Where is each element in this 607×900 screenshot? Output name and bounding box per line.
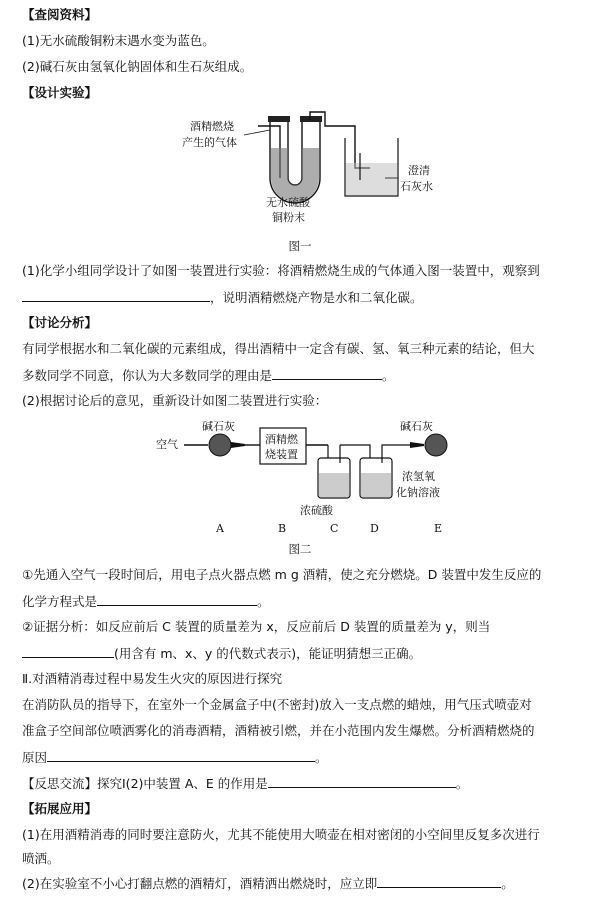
fig1-gas-label-2: 产生的气体 [182,136,237,149]
fig2-naoh-label-2: 化钠溶液 [396,486,440,499]
fig1-lime-label-2: 石灰水 [400,180,433,193]
figure-1-caption: 图一 [288,239,312,253]
question-1-line-2 [22,288,592,307]
part-2-line-3 [22,748,592,767]
figure-1-apparatus [170,108,440,233]
section-design: 【设计实验】 [22,85,98,100]
discuss-line-2-text: 多数同学不同意，你认为大多数同学的理由是 [22,368,273,383]
fig2-air-label: 空气 [156,438,178,451]
material-2: (2)碱石灰由氢氧化钠固体和生石灰组成。 [22,59,253,74]
answer-blank-7[interactable] [377,874,501,888]
reflection-end: 。 [455,776,469,791]
step-2-line-1: ②证据分析：如反应前后 C 装置的质量差为 x，反应前后 D 装置的质量差为 y，则当 [22,619,491,634]
step-1-text: 化学方程式是 [22,594,98,609]
part-2-line-2: 准盒子空间部位喷洒雾化的消毒酒精，酒精被引燃，并在小范围内发生爆燃。分析酒精燃烧的 [22,723,535,738]
apply-2-line [22,874,592,893]
fig1-gas-label-1: 酒精燃烧 [190,120,234,133]
figure-2-letters [150,518,470,538]
section-discuss: 【讨论分析】 [22,315,98,330]
fig2-h2so4-label: 浓硫酸 [300,504,333,517]
fig2-burner-label-1: 酒精燃 [265,433,298,446]
discuss-line-1: 有同学根据水和二氧化碳的元素组成，得出酒精中一定含有碳、氢、氧三种元素的结论，但大 [22,341,535,356]
reflection-text: 【反思交流】探究Ⅰ(2)中装置 A、E 的作用是 [22,776,268,791]
figure-2-caption: 图二 [288,542,312,556]
fig2-label-c: C [330,522,339,535]
fig2-label-a: A [216,522,224,535]
section-apply: 【拓展应用】 [22,801,98,816]
fig2-label-b: B [278,522,287,535]
fig2-sodalime-left: 碱石灰 [202,420,235,433]
answer-blank-4[interactable] [22,644,114,658]
apply-1-line-2: 喷洒。 [22,851,60,866]
answer-blank-1[interactable] [22,288,210,302]
step-2-line-2 [22,644,592,663]
step-1-line-2 [22,592,592,611]
part-2-line-1: 在消防队员的指导下，在室外一个金属盒子中(不密封)放入一支点燃的蜡烛，用气压式喷壶对 [22,697,532,712]
apply-2-text: (2)在实验室不小心打翻点燃的酒精灯，酒精洒出燃烧时，应立即 [22,876,378,891]
part-2-heading: Ⅱ.对酒精消毒过程中易发生火灾的原因进行探究 [22,671,283,686]
question-1-tail: ，说明酒精燃烧产物是水和二氧化碳。 [210,290,423,305]
step-2-tail: (用含有 m、x、y 的代数式表示)，能证明猜想三正确。 [114,646,422,661]
figure-2-apparatus [150,418,470,518]
answer-blank-6[interactable] [268,774,456,788]
reflection-line [22,774,592,793]
fig2-label-d: D [370,522,379,535]
fig2-sodalime-right: 碱石灰 [400,420,433,433]
part-2-end: 。 [315,750,328,765]
discuss-line-2 [22,366,592,385]
material-1: (1)无水硫酸铜粉末遇水变为蓝色。 [22,33,215,48]
fig2-naoh-label-1: 浓氢氧 [402,470,435,483]
fig1-cuso4-label-2: 铜粉末 [272,211,305,224]
apply-1-line-1: (1)在用酒精消毒的同时要注意防火，尤其不能使用大喷壶在相对密闭的小空间里反复多次进行 [22,827,540,842]
question-1-line-1: (1)化学小组同学设计了如图一装置进行实验：将酒精燃烧生成的气体通入图一装置中，观察到 [22,263,540,278]
fig1-lime-label-1: 澄清 [408,164,430,177]
answer-blank-2[interactable] [272,366,382,380]
part-2-text: 原因 [22,750,48,765]
fig1-cuso4-label-1: 无水硫酸 [266,196,310,209]
section-material: 【查阅资料】 [22,7,98,22]
question-2: (2)根据讨论后的意见，重新设计如图二装置进行实验： [22,393,328,408]
step-1-line-1: ①先通入空气一段时间后，用电子点火器点燃 m g 酒精，使之充分燃烧。D 装置中发生反应的 [22,567,542,582]
step-1-end: 。 [257,594,270,609]
answer-blank-5[interactable] [47,748,315,762]
discuss-line-2-end: 。 [382,368,395,383]
answer-blank-3[interactable] [97,592,257,606]
fig2-label-e: E [434,522,443,535]
fig2-burner-label-2: 烧装置 [265,448,298,461]
apply-2-end: 。 [501,876,514,891]
